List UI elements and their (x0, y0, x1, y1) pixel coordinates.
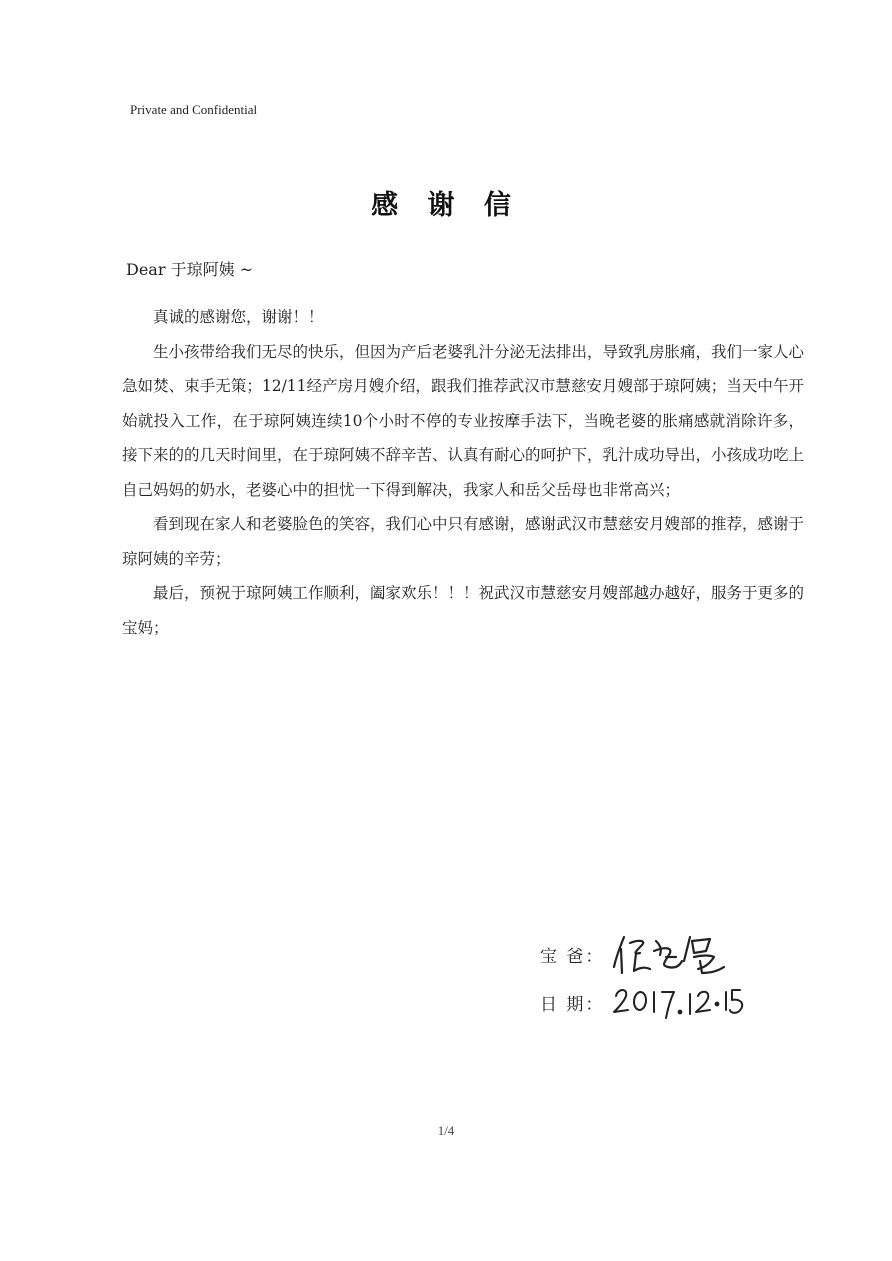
letter-paragraph: 真诚的感谢您，谢谢！！ (153, 308, 324, 326)
signature-block (540, 930, 750, 1026)
handwritten-date (610, 982, 750, 1022)
date-label: 日 期： (540, 994, 605, 1015)
date-row (540, 978, 750, 1026)
letter-title: 感 谢 信 (371, 190, 521, 221)
father-label: 宝 爸： (540, 946, 605, 967)
letter-greeting: Dear 于琼阿姨 ~ (126, 260, 254, 279)
page-number: 1/4 (437, 1123, 455, 1138)
letter-body (122, 300, 804, 645)
handwritten-signature (610, 931, 730, 977)
letter-paragraph: 看到现在家人和老婆脸色的笑容，我们心中只有感谢，感谢武汉市慧慈安月嫂部的推荐，感谢于琼阿姨的辛劳； (122, 515, 805, 568)
father-signature-row (540, 930, 750, 978)
letter-paragraph: 生小孩带给我们无尽的快乐，但因为产后老婆乳汁分泌无法排出，导致乳房胀痛，我们一家人心急如焚、束手无策；12/11经产房月嫂介绍，跟我们推荐武汉市慧慈安月嫂部于琼阿姨；当天中午开始就投入工作，在于琼阿姨连续10个小时不停的专业按摩手法下，当晚老婆的胀痛感就消除许多，接下来的的几天时间里，在于琼阿姨不辞辛苦、认真有耐心的呵护下，乳汁成功导出，小孩成功吃上自己妈妈的奶水，老婆心中的担忧一下得到解决，我家人和岳父岳母也非常高兴； (122, 342, 805, 499)
letter-paragraph: 最后，预祝于琼阿姨工作顺利，阖家欢乐！！！祝武汉市慧慈安月嫂部越办越好，服务于更多的宝妈； (122, 584, 805, 637)
confidential-header: Private and Confidential (130, 102, 258, 117)
